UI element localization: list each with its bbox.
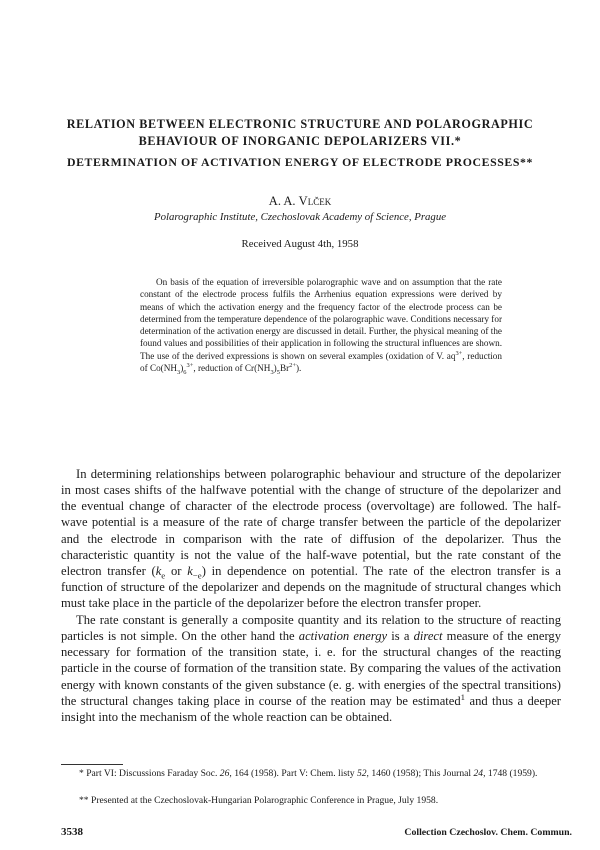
abstract-subscript: 6	[183, 368, 187, 376]
symbol-k: k	[187, 563, 193, 578]
abstract-text: On basis of the equation of irreversible polarographic wave and on assumption that the rate constant of the electrode process fulfils the Arrhenius equation expressions were derived by means of which the activation energy and the frequency factor of the electrode process can be determined from the temperature dependence of the polarographic wave. Conditions necessary for determination of the activation energy are discussed in detail. Further, the physical meaning of the found values and possibilities of their application in following the structural influences are shown. The use of the derived expressions is shown on several examples (oxidation of V. aq	[140, 277, 502, 361]
title-line-1: RELATION BETWEEN ELECTRONIC STRUCTURE AND POLAROGRAPHIC	[66, 117, 534, 131]
page-number: 3538	[61, 826, 83, 838]
paragraph-text: The rate constant is generally a composite quantity and its relation to the structure of reacting particles is not simple. On the other hand the	[61, 613, 561, 644]
author	[0, 194, 600, 209]
abstract-text: , reduction of Co(NH	[140, 350, 502, 374]
article-subtitle: DETERMINATION OF ACTIVATION ENERGY OF ELECTRODE PROCESSES**	[66, 155, 534, 169]
received-date: Received August 4th, 1958	[241, 238, 359, 250]
title-line-2: BEHAVIOUR OF INORGANIC DEPOLARIZERS VII.*	[138, 134, 462, 148]
reference-marker: 1	[460, 691, 466, 702]
footnote-text: , 164 (1958). Part V: Chem. listy	[229, 768, 357, 779]
footnote-1	[61, 768, 561, 781]
footnote-text: * Part VI: Discussions Faraday Soc.	[79, 768, 220, 779]
author-surname: Vlček	[298, 194, 332, 208]
volume-number: 24	[473, 768, 484, 779]
abstract-charge: 2+	[289, 362, 296, 370]
paragraph-text: measure of the energy necessary for formation of the transition state, i. e. for the structural changes of the reacting particle in the course of formation of the transition state. By comparing the values of the activation energy with known constants of the given substance (e. g. with energies of the spectral transitions) the structural changes taking place in course of the reation may be estimated	[61, 629, 562, 708]
footnote-rule	[61, 764, 123, 765]
abstract-subscript: 3	[177, 368, 181, 376]
paragraph-text: In determining relationships between polarographic behaviour and structure of the depolarizer in most cases shifts of the halfwave potential with the change of structure of the depolarizer and the eventual change of character of the electrode process (overvoltage) are followed. The half-wave potential is a measure of the rate of charge transfer between the particle of the depolarizer and the electrode in comparison with the rate of diffusion of the depolarizer. Thus the characteristic quantity is not the value of the half-wave potential, but the rate constant of the electron transfer (	[61, 467, 561, 578]
affiliation: Polarographic Institute, Czechoslovak Academy of Science, Prague	[153, 211, 447, 223]
abstract-text: Br	[279, 363, 290, 374]
abstract-charge: 3+	[455, 349, 463, 357]
paragraph-text: or	[165, 563, 188, 578]
paragraph-text: and thus a deeper insight into the mechanism of the whole reaction can be obtained.	[61, 693, 561, 724]
abstract-subscript: 5	[276, 368, 280, 376]
abstract-text: )	[180, 363, 184, 374]
volume-number: 52	[356, 768, 367, 779]
journal-name: Collection Czechoslov. Chem. Commun.	[404, 827, 572, 838]
volume-number: 26	[219, 768, 230, 779]
body-paragraph-2	[61, 612, 561, 725]
footnote-text: , 1460 (1958); This Journal	[366, 768, 474, 779]
abstract-text: ).	[295, 363, 302, 374]
abstract-text: , reduction of Cr(NH	[193, 363, 271, 374]
footnote-2: ** Presented at the Czechoslovak-Hungarian Polarographic Conference in Prague, July 1958.	[79, 795, 439, 806]
abstract-subscript: 3	[270, 368, 274, 376]
paragraph-text: ) in dependence on potential. The rate of the electron transfer is a function of structure of the depolarizer and depends on the magnitude of structural changes which must take place in the particle of the depolarizer before the electron transfer proper.	[61, 563, 561, 611]
symbol-k: k	[155, 563, 162, 578]
abstract-charge: 3+	[186, 362, 194, 370]
article-title	[40, 116, 560, 150]
footnote-text: , 1748 (1959).	[483, 768, 538, 779]
paragraph-text: is a	[387, 629, 414, 644]
author-initials: A. A.	[268, 194, 299, 208]
symbol-subscript: e	[161, 570, 166, 581]
emphasis: direct	[413, 629, 443, 644]
emphasis: activation energy	[298, 629, 388, 644]
abstract	[140, 276, 502, 374]
abstract-text: )	[273, 363, 277, 374]
body-paragraph-1	[61, 466, 561, 611]
symbol-subscript: −e	[192, 570, 202, 581]
